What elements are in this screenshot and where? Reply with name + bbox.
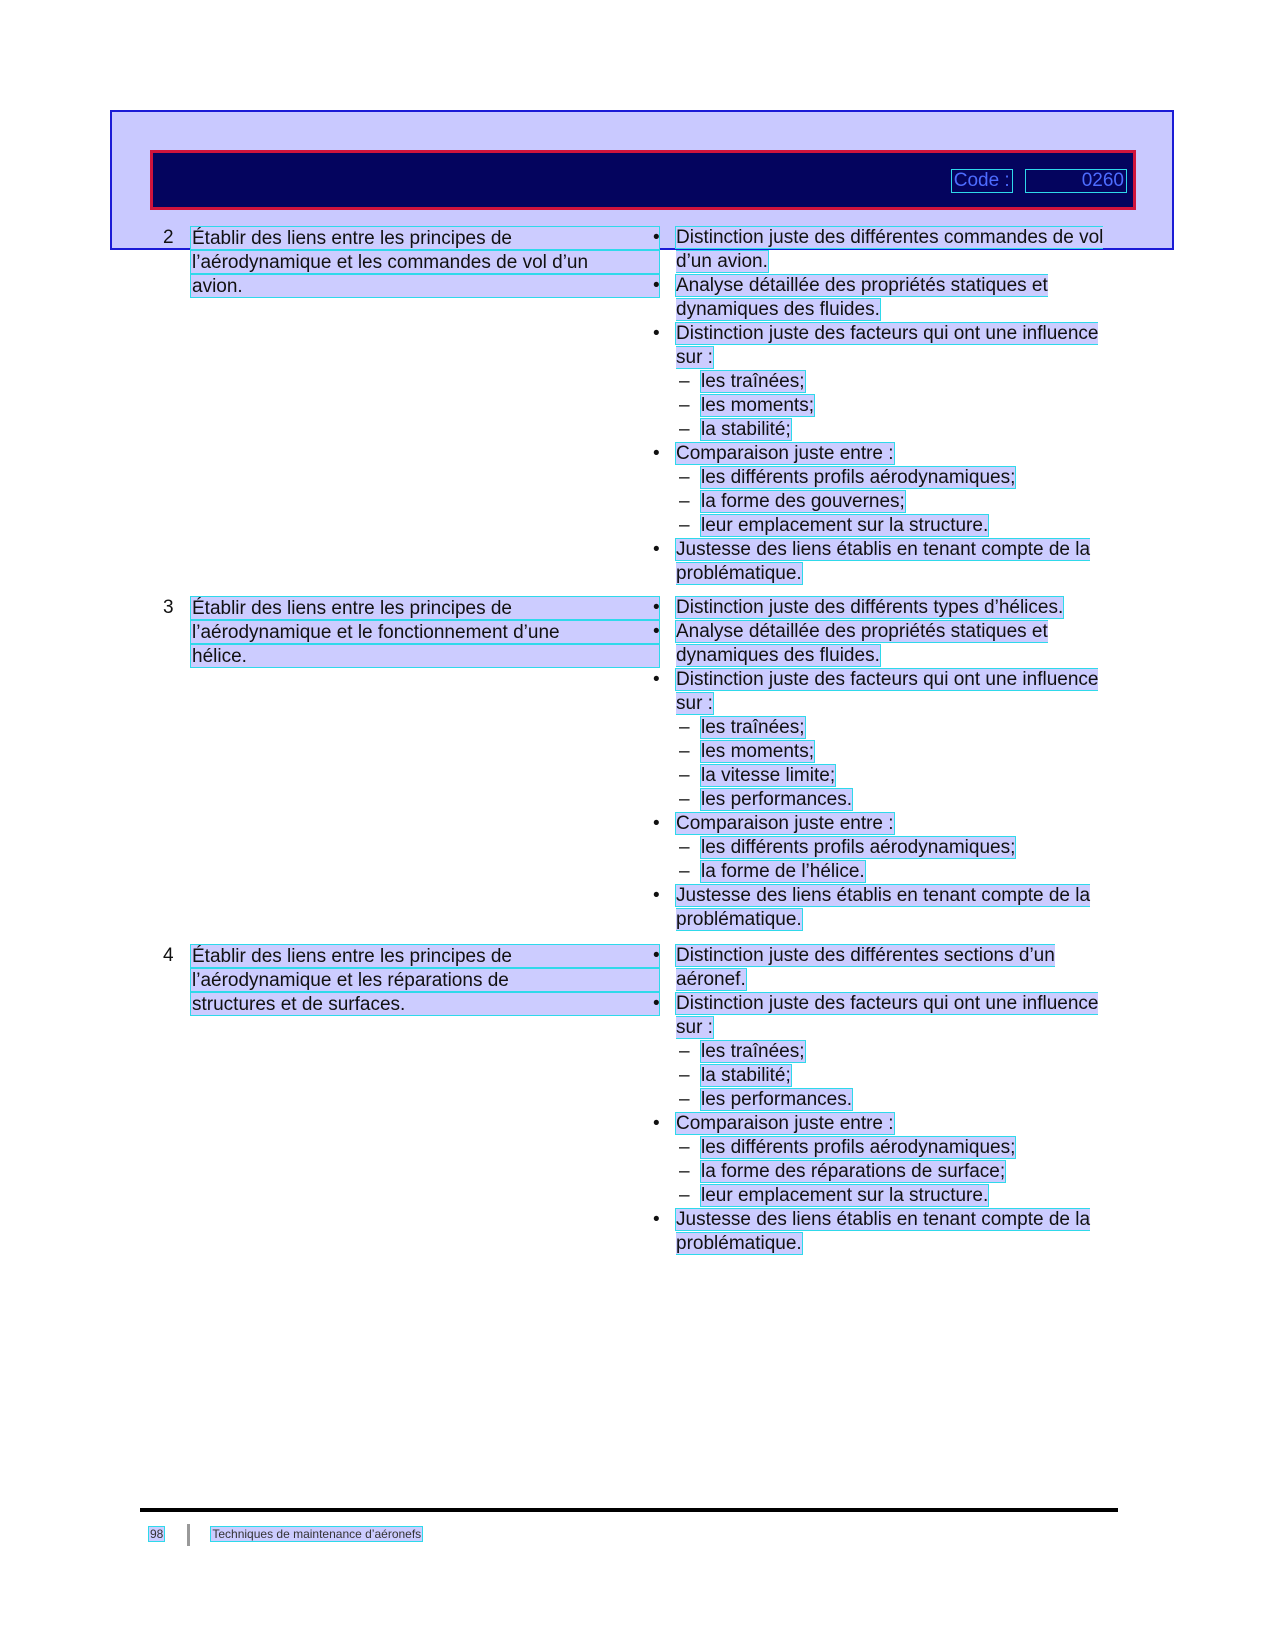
statement-line: l’aérodynamique et les réparations de xyxy=(190,968,660,992)
statement-line: Établir des liens entre les principes de xyxy=(190,596,660,620)
criterion-sublist xyxy=(676,1136,1120,1208)
criterion-subitem xyxy=(676,860,1120,884)
criterion-text: Comparaison juste entre : xyxy=(676,443,894,464)
criterion-text: Distinction juste des facteurs qui ont une influence sur : xyxy=(676,323,1099,368)
criterion-subitem-text: la forme de l’hélice. xyxy=(701,861,865,882)
statement-line: Établir des liens entre les principes de xyxy=(190,944,660,968)
criterion-text: Distinction juste des différents types d’hélices. xyxy=(676,597,1064,618)
criterion-subitem xyxy=(676,764,1120,788)
criterion-item xyxy=(650,812,1120,884)
criterion-subitem xyxy=(676,1184,1120,1208)
criterion-sublist xyxy=(676,836,1120,884)
criterion-item xyxy=(650,668,1120,812)
criteria-list xyxy=(650,596,1120,932)
competency-number: 4 xyxy=(163,945,174,966)
criterion-subitem-text: les traînées; xyxy=(701,1041,805,1062)
competency-statement xyxy=(190,226,660,298)
criterion-subitem-text: la forme des réparations de surface; xyxy=(701,1161,1006,1182)
footer-separator xyxy=(187,1524,190,1546)
page-footer xyxy=(148,1524,423,1546)
criterion-subitem-text: les différents profils aérodynamiques; xyxy=(701,837,1016,858)
criterion-subitem-text: la vitesse limite; xyxy=(701,765,836,786)
criterion-subitem xyxy=(676,740,1120,764)
criterion-text: Comparaison juste entre : xyxy=(676,1113,894,1134)
criterion-subitem xyxy=(676,716,1120,740)
criterion-subitem-text: les différents profils aérodynamiques; xyxy=(701,467,1016,488)
criterion-subitem xyxy=(676,394,1120,418)
page-number: 98 xyxy=(150,1527,164,1542)
criterion-text: Distinction juste des facteurs qui ont une influence sur : xyxy=(676,993,1099,1038)
competency-statement xyxy=(190,944,660,1016)
title-bar xyxy=(150,150,1136,210)
criterion-text: Justesse des liens établis en tenant compte de la problématique. xyxy=(676,1209,1091,1254)
criterion-subitem-text: leur emplacement sur la structure. xyxy=(701,515,989,536)
criterion-item xyxy=(650,226,1120,274)
criterion-item xyxy=(650,884,1120,932)
criterion-subitem xyxy=(676,1040,1120,1064)
criterion-subitem-text: la forme des gouvernes; xyxy=(701,491,905,512)
criterion-subitem-text: les performances. xyxy=(701,789,853,810)
criterion-subitem-text: les performances. xyxy=(701,1089,853,1110)
criterion-text: Distinction juste des facteurs qui ont une influence sur : xyxy=(676,669,1099,714)
criterion-item xyxy=(650,538,1120,586)
criterion-subitem xyxy=(676,1088,1120,1112)
criterion-text: Analyse détaillée des propriétés statiques et dynamiques des fluides. xyxy=(676,275,1048,320)
criterion-text: Justesse des liens établis en tenant compte de la problématique. xyxy=(676,539,1091,584)
criterion-subitem-text: la stabilité; xyxy=(701,419,791,440)
criterion-subitem xyxy=(676,370,1120,394)
statement-line: avion. xyxy=(190,274,660,298)
criterion-subitem-text: les traînées; xyxy=(701,371,805,392)
criterion-text: Justesse des liens établis en tenant compte de la problématique. xyxy=(676,885,1091,930)
criterion-subitem xyxy=(676,466,1120,490)
criterion-item xyxy=(650,1208,1120,1256)
criterion-text: Analyse détaillée des propriétés statiques et dynamiques des fluides. xyxy=(676,621,1048,666)
statement-line: structures et de surfaces. xyxy=(190,992,660,1016)
criterion-sublist xyxy=(676,466,1120,538)
code-value: 0260 xyxy=(1025,169,1127,193)
criterion-subitem xyxy=(676,1064,1120,1088)
criterion-item xyxy=(650,620,1120,668)
statement-line: l’aérodynamique et le fonctionnement d’une xyxy=(190,620,660,644)
criterion-subitem-text: leur emplacement sur la structure. xyxy=(701,1185,989,1206)
criterion-text: Distinction juste des différentes sections d’un aéronef. xyxy=(676,945,1055,990)
criterion-sublist xyxy=(676,1040,1120,1112)
code-area xyxy=(951,169,1127,193)
criterion-sublist xyxy=(676,716,1120,812)
criterion-subitem-text: les traînées; xyxy=(701,717,805,738)
criteria-list xyxy=(650,226,1120,586)
criterion-subitem-text: la stabilité; xyxy=(701,1065,791,1086)
criterion-item xyxy=(650,992,1120,1112)
criterion-text: Comparaison juste entre : xyxy=(676,813,894,834)
criterion-subitem-text: les différents profils aérodynamiques; xyxy=(701,1137,1016,1158)
criterion-subitem xyxy=(676,788,1120,812)
criterion-item xyxy=(650,596,1120,620)
criterion-subitem-text: les moments; xyxy=(701,395,814,416)
code-label: Code : xyxy=(951,169,1013,193)
competency-statement xyxy=(190,596,660,668)
criterion-sublist xyxy=(676,370,1120,442)
criterion-subitem xyxy=(676,836,1120,860)
competency-number: 3 xyxy=(163,597,174,618)
criterion-subitem xyxy=(676,418,1120,442)
statement-line: hélice. xyxy=(190,644,660,668)
footer-rule xyxy=(140,1508,1118,1512)
criterion-subitem xyxy=(676,1136,1120,1160)
criterion-text: Distinction juste des différentes commandes de vol d’un avion. xyxy=(676,227,1104,272)
criterion-item xyxy=(650,1112,1120,1208)
criterion-subitem-text: les moments; xyxy=(701,741,814,762)
criteria-list xyxy=(650,944,1120,1256)
criterion-item xyxy=(650,322,1120,442)
statement-line: l’aérodynamique et les commandes de vol d’un xyxy=(190,250,660,274)
criterion-item xyxy=(650,944,1120,992)
criterion-subitem xyxy=(676,514,1120,538)
criterion-subitem xyxy=(676,490,1120,514)
competency-number: 2 xyxy=(163,227,174,248)
criterion-item xyxy=(650,274,1120,322)
criterion-item xyxy=(650,442,1120,538)
criterion-subitem xyxy=(676,1160,1120,1184)
book-title: Techniques de maintenance d’aéronefs xyxy=(212,1527,422,1542)
statement-line: Établir des liens entre les principes de xyxy=(190,226,660,250)
